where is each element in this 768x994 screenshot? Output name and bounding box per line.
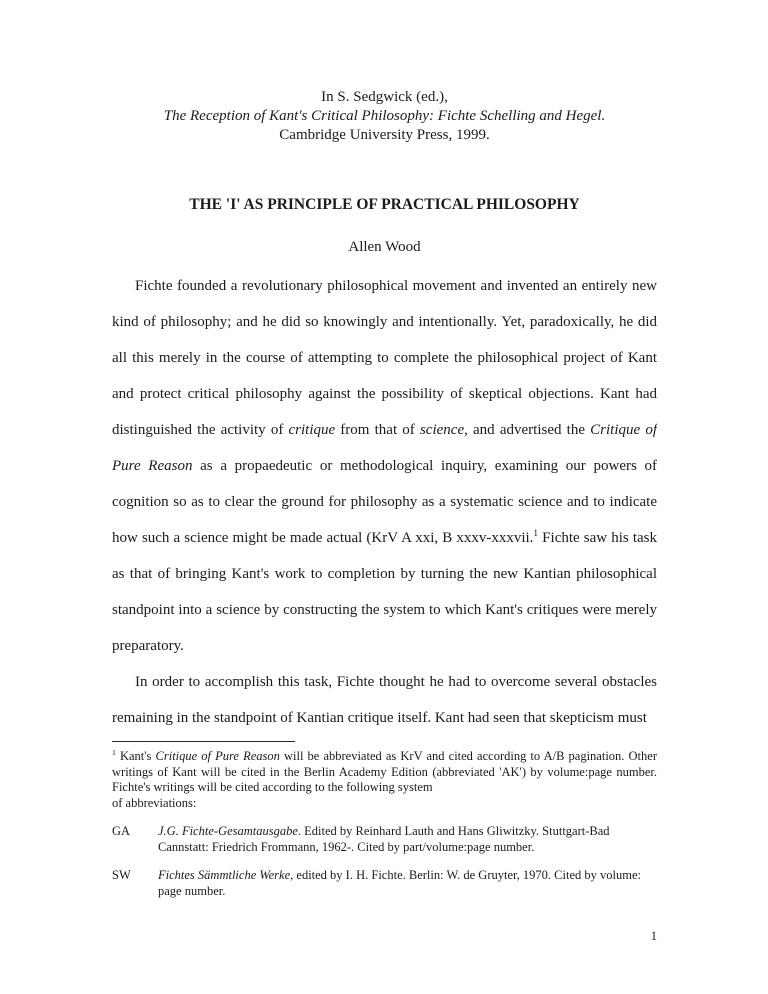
abbreviation-description-sw: Fichtes Sämmtliche Werke, edited by I. H. Fichte. Berlin: W. de Gruyter, 1970. Cited by volume: page number. [158,868,641,898]
abbreviation-row-ga [112,824,657,855]
publication-line-1: In S. Sedgwick (ed.), [321,89,448,105]
abbreviation-description-ga: J.G. Fichte-Gesamtausgabe. Edited by Reinhard Lauth and Hans Gliwitzky. Stuttgart-Bad Cannstatt: Friedrich Frommann, 1962-. Cited by part/volume:page number. [158,824,610,854]
body-text [112,268,657,736]
body-paragraph-2: In order to accomplish this task, Fichte thought he had to overcome several obstacles remaining in the standpoint of Kantian critique itself. Kant had seen that skepticism must [112,674,657,726]
footnote-separator [112,741,295,742]
publication-line-3: Cambridge University Press, 1999. [279,127,490,143]
footnote-section [112,741,657,899]
author-name: Allen Wood [348,239,421,255]
publication-line-2: The Reception of Kant's Critical Philosophy: Fichte Schelling and Hegel. [163,108,606,124]
footnote-1: $^1$ Kant's Critique of Pure Reason will be abbreviated as KrV and cited according to A/B pagination. Other writings of Kant will be cited in the Berlin Academy Edition (abbreviated 'AK') by volume:page number. Fichte's writings will be cited according to the following system of abbreviations: [112,747,657,810]
abbreviation-row-sw [112,868,657,899]
abbreviation-label-sw: SW [112,868,131,882]
abbreviation-label-ga: GA [112,824,131,838]
paper-title: THE 'I' AS PRINCIPLE OF PRACTICAL PHILOSOPHY [189,196,580,213]
body-paragraph-1: Fichte founded a revolutionary philosophical movement and invented an entirely new kind of philosophy; and he did so knowingly and intentionally. Yet, paradoxically, he did all this merely in the course of attempting to complete the philosophical project of Kant and protect critical philosophy against the possibility of skeptical objections. Kant had distinguished the activity of critique from that of science, and advertised the Critique of Pure Reason as a propaedeutic or methodological inquiry, examining our powers of cognition so as to clear the ground for philosophy as a systematic science and to indicate how such a science might be made actual (KrV A xxi, B xxxv-xxxvii.$^1$ Fichte saw his task as that of bringing Kant's work to completion by turning the new Kantian philosophical standpoint into a science by constructing the system to which Kant's critiques were merely preparatory. [112,278,657,654]
page-number: 1 [650,929,657,943]
publication-header [112,88,657,145]
